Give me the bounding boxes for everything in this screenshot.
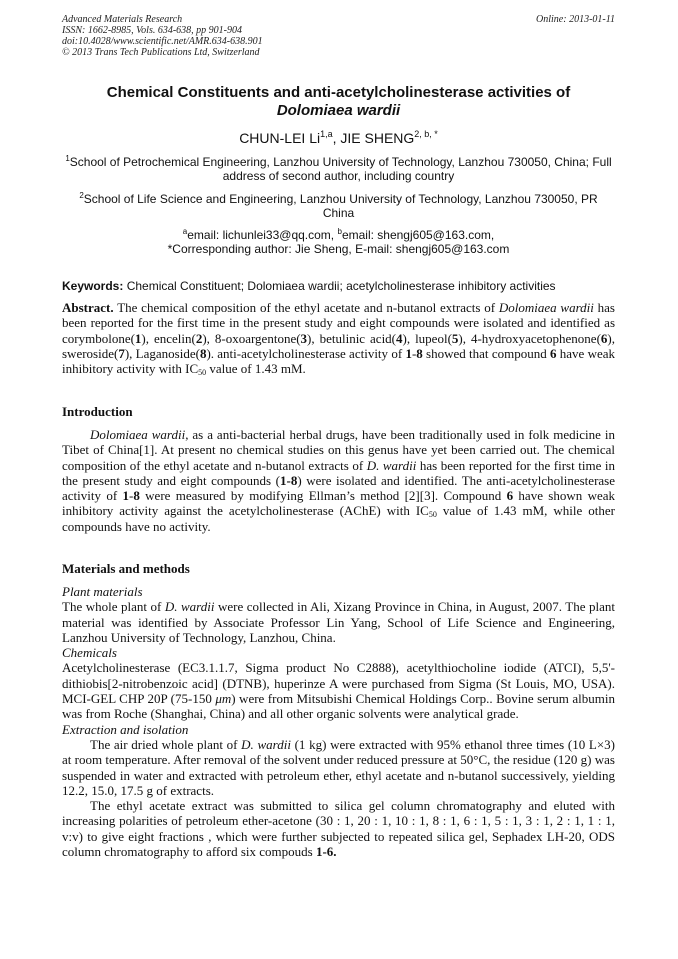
- abstract-text: ). anti-acetylcholinesterase activity of: [206, 345, 406, 361]
- compound-number: 8: [199, 345, 207, 361]
- abstract: [62, 300, 615, 376]
- abstract-text: ), encelin(: [141, 330, 196, 346]
- author-1-sup: 1,a: [320, 129, 333, 139]
- abstract-text: ), sweroside(: [62, 330, 615, 361]
- email-a-sup: a: [182, 227, 188, 236]
- compound-number: 8: [416, 345, 423, 361]
- compound-number: 8: [290, 472, 298, 488]
- author-2-sup: 2, b, *: [414, 129, 438, 139]
- abstract-text: ), betulinic acid(: [307, 330, 397, 346]
- intro-species-short: D. wardii: [366, 457, 417, 473]
- email-b: email: shengj605@163.com,: [341, 228, 495, 242]
- chemicals-heading: Chemicals: [62, 645, 117, 661]
- compound-number: 3: [300, 330, 308, 346]
- doi-line: doi:10.4028/www.scientific.net/AMR.634-638.901: [62, 36, 263, 47]
- abstract-text: ), 8-oxoargentone(: [202, 330, 301, 346]
- compound-number: 6: [326, 844, 334, 860]
- methods-text: The air dried whole plant of: [90, 736, 242, 752]
- methods-text: ) were from Mitsubishi Chemical Holdings Corp.. Bovine serum albumin was from Roche (Shanghai, China) and all other organic solvents were analytical grade.: [62, 691, 615, 722]
- compound-number: 5: [451, 330, 459, 346]
- extraction-paragraph-2: [62, 798, 615, 859]
- intro-text: have shown weak inhibitory activity against the acetylcholinesterase (AChE) with IC: [62, 488, 615, 519]
- compound-number: .: [333, 844, 337, 860]
- affiliation-1-sup: 1: [65, 154, 70, 163]
- abstract-text: The chemical composition of the ethyl acetate and n-butanol extracts of: [113, 300, 499, 315]
- introduction-paragraph: [62, 427, 615, 534]
- paper-title: [62, 84, 615, 120]
- plant-materials-paragraph: [62, 599, 615, 645]
- journal-name: Advanced Materials Research: [62, 14, 183, 25]
- journal-header: [62, 14, 615, 58]
- introduction-heading: Introduction: [62, 404, 133, 419]
- abstract-text: ), lupeol(: [402, 330, 452, 346]
- author-list: [62, 130, 615, 147]
- compound-number: 1: [134, 330, 142, 346]
- author-separator: ,: [332, 130, 341, 146]
- affiliation-2-text: School of Life Science and Engineering, Lanzhou University of Technology, Lanzhou 730050, PR China: [83, 192, 598, 220]
- compound-number: 2: [195, 330, 203, 346]
- abstract-text: value of 1.43 mM.: [206, 361, 306, 377]
- abstract-text: -: [411, 345, 417, 361]
- title-line-2: [62, 102, 615, 120]
- intro-text: were measured by modifying Ellman’s method [2][3]. Compound: [139, 488, 507, 504]
- title-line-1: Chemical Constituents and anti-acetylcholinesterase activities of: [106, 84, 571, 101]
- affiliation-1: [62, 155, 615, 183]
- methods-species: D. wardii: [164, 599, 215, 615]
- abstract-text: has been reported for the first time in the present study and eight compounds were isolated and identified as corymbolone(: [62, 300, 615, 346]
- affiliation-2-sup: 2: [79, 191, 84, 200]
- abstract-text: ), 4-hydroxyacetophenone(: [458, 330, 601, 346]
- keywords-text: Chemical Constituent; Dolomiaea wardii; acetylcholinesterase inhibitory activities: [123, 279, 556, 293]
- extraction-heading: Extraction and isolation: [62, 721, 189, 737]
- compound-number: 7: [118, 345, 125, 361]
- email-line: [62, 228, 615, 242]
- plant-materials-heading: Plant materials: [62, 584, 143, 599]
- abstract-text: ), Laganoside(: [124, 345, 200, 361]
- corresponding-author: *Corresponding author: Jie Sheng, E-mail: shengj605@163.com: [167, 242, 510, 256]
- methods-text: The ethyl acetate extract was submitted to silica gel column chromatography and eluted with increasing polarities of petroleum ether-acetone (30 : 1, 20 : 1, 10 : 1, 8 : 1, 6 : 1, 5 : 1, 3 : 1, 2 : 1, 1 : 1, v:v) to give eight fractions , which were further subjected to repeated silica gel, Sephadex LH-20, ODS column chromatography to afford six compouds: [62, 798, 615, 860]
- compound-number: 1: [405, 345, 412, 361]
- methods-text: Acetylcholinesterase (EC3.1.1.7, Sigma product No C2888), acetylthiocholine iodide (ATCI), 5,5'-dithiobis[2-nitrobenzoic acid] (DTNB), huperinze A were purchased from Sigma (St Louis, MO, USA). MCI-GEL CHP 20P (75-150: [62, 660, 615, 707]
- intro-text: value of 1.43 mM, while other compounds have no activity.: [62, 503, 616, 534]
- methods-species: D. wardii: [241, 736, 291, 752]
- abstract-text: showed that compound: [422, 345, 550, 361]
- intro-text: , as a anti-bacterial herbal drugs, have been traditionally used in folk medicine in Tibet of China[1]. At present no chemical studies on this genus have yet been carried out. The chemical composition of the ethyl acetate and n-butanol extracts of: [62, 427, 615, 473]
- title-species: Dolomiaea wardii: [276, 102, 401, 119]
- extraction-paragraph-1: [62, 737, 615, 798]
- issn-line: ISSN: 1662-8985, Vols. 634-638, pp 901-904: [62, 25, 242, 36]
- methods-section: [62, 584, 615, 859]
- micrometer-unit: μm: [215, 691, 232, 707]
- compound-number: -: [286, 472, 291, 488]
- compound-number: 6: [506, 488, 514, 504]
- compound-number: -: [322, 844, 327, 860]
- compound-number: 1: [315, 844, 323, 860]
- methods-text: The whole plant of: [62, 599, 165, 615]
- author-1: CHUN-LEI Li: [239, 130, 321, 146]
- email-block: [62, 228, 615, 256]
- chemicals-paragraph: [62, 660, 615, 721]
- email-a: email: lichunlei33@qq.com,: [187, 228, 338, 242]
- copyright-line: © 2013 Trans Tech Publications Ltd, Switzerland: [62, 47, 260, 58]
- compound-number: 4: [396, 330, 403, 346]
- methods-text: were collected in Ali, Xizang Province in China, in August, 2007. The plant material was identified by Associate Professor Lin Yang, School of Life Science and Engineering, Lanzhou University of Technology, Lanzhou, China.: [62, 599, 616, 645]
- online-date: Online: 2013-01-11: [536, 14, 615, 25]
- compound-number: 6: [600, 330, 608, 346]
- intro-species: Dolomiaea wardii: [90, 427, 186, 442]
- methods-heading: Materials and methods: [62, 561, 190, 576]
- author-2: JIE SHENG: [340, 130, 415, 146]
- ic50-subscript: 50: [428, 510, 437, 520]
- affiliation-2: [62, 192, 615, 220]
- compound-number: 8: [133, 488, 140, 504]
- ic50-subscript: 50: [198, 368, 207, 378]
- intro-text: -: [128, 488, 134, 504]
- email-b-sup: b: [337, 227, 342, 236]
- abstract-label: Abstract.: [62, 300, 114, 315]
- intro-text: has been reported for the first time in the present study and eight compounds (: [62, 457, 616, 488]
- intro-text: ) were isolated and identified. The anti-acetylcholinesterase activity of: [62, 472, 615, 504]
- keywords: [62, 279, 615, 293]
- compound-number: 6: [549, 345, 557, 361]
- methods-text: (1 kg) were extracted with 95% ethanol three times (10 L×3) at room temperature. After removal of the solvent under reduced pressure at 50°C, the residue (120 g) was suspended in water and extracted with petroleum ether, ethyl acetate and n-butanol successively, yielding 12.2, 15.0, 17.5 g of extracts.: [62, 736, 615, 798]
- compound-number: 1: [279, 472, 287, 488]
- affiliation-1-text: School of Petrochemical Engineering, Lanzhou University of Technology, Lanzhou 730050, China; Full address of second author, including country: [69, 155, 612, 183]
- abstract-text: have weak inhibitory activity with IC: [62, 345, 616, 377]
- compound-number: 1: [122, 488, 129, 504]
- abstract-species: Dolomiaea wardii: [498, 300, 594, 315]
- keywords-label: Keywords:: [62, 279, 124, 293]
